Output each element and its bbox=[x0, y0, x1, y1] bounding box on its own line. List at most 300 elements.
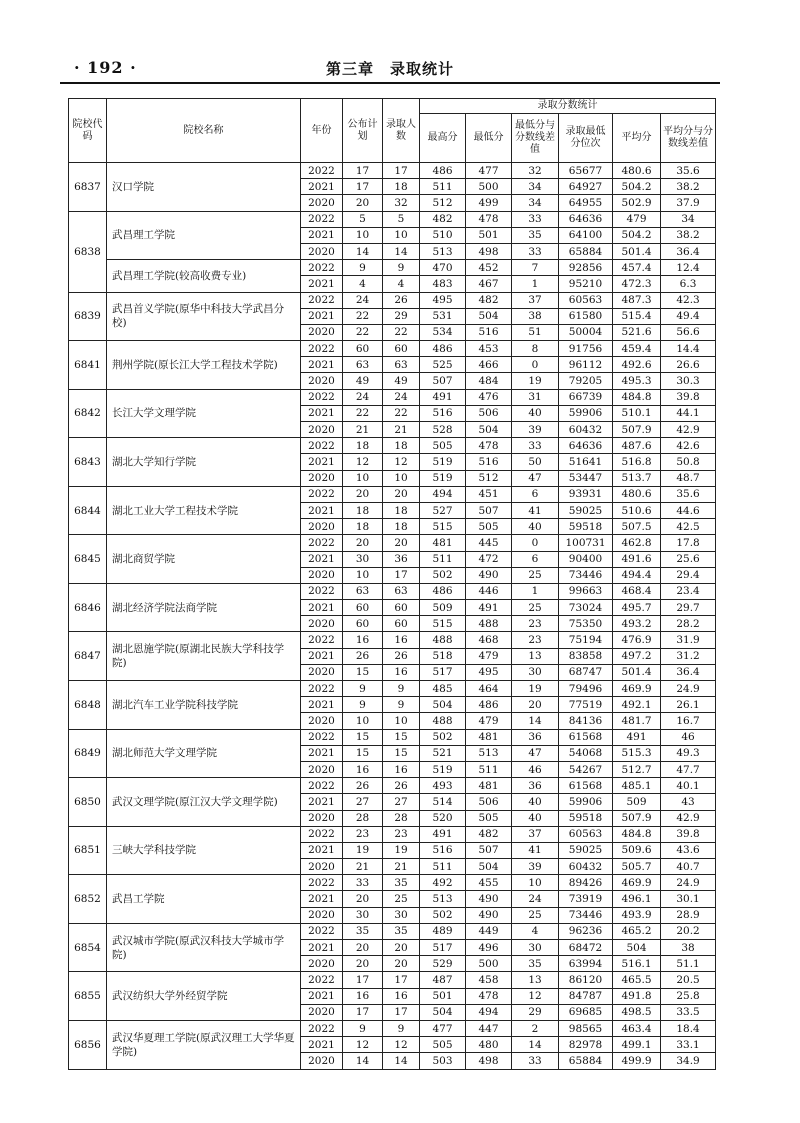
school-name: 湖北商贸学院 bbox=[107, 535, 301, 584]
cell-avg: 491 bbox=[613, 729, 661, 745]
table-row bbox=[69, 438, 716, 454]
cell-admitted: 24 bbox=[383, 389, 420, 405]
cell-avg-diff: 34.9 bbox=[661, 1053, 716, 1069]
cell-year: 2022 bbox=[301, 341, 343, 357]
cell-min-rank: 59906 bbox=[559, 794, 613, 810]
cell-min-diff: 4 bbox=[512, 923, 559, 939]
cell-year: 2022 bbox=[301, 389, 343, 405]
cell-min-rank: 60432 bbox=[559, 859, 613, 875]
cell-year: 2021 bbox=[301, 502, 343, 518]
cell-year: 2020 bbox=[301, 243, 343, 259]
cell-min-rank: 59518 bbox=[559, 519, 613, 535]
cell-min-rank: 96112 bbox=[559, 357, 613, 373]
cell-max: 486 bbox=[420, 341, 466, 357]
cell-min: 466 bbox=[466, 357, 512, 373]
cell-min: 481 bbox=[466, 729, 512, 745]
cell-max: 528 bbox=[420, 422, 466, 438]
school-name: 长江大学文理学院 bbox=[107, 389, 301, 438]
cell-min-diff: 46 bbox=[512, 761, 559, 777]
cell-min-diff: 50 bbox=[512, 454, 559, 470]
cell-year: 2021 bbox=[301, 1037, 343, 1053]
cell-min-rank: 60563 bbox=[559, 292, 613, 308]
cell-avg-diff: 24.9 bbox=[661, 875, 716, 891]
cell-min: 491 bbox=[466, 600, 512, 616]
cell-min-rank: 90400 bbox=[559, 551, 613, 567]
cell-admitted: 22 bbox=[383, 324, 420, 340]
table-row bbox=[69, 260, 716, 276]
cell-avg-diff: 18.4 bbox=[661, 1020, 716, 1036]
cell-min-diff: 25 bbox=[512, 907, 559, 923]
cell-year: 2022 bbox=[301, 438, 343, 454]
cell-plan: 4 bbox=[343, 276, 383, 292]
cell-min: 479 bbox=[466, 713, 512, 729]
cell-min: 498 bbox=[466, 243, 512, 259]
cell-plan: 12 bbox=[343, 454, 383, 470]
page-number: · 192 · bbox=[74, 58, 137, 77]
cell-min-rank: 73446 bbox=[559, 567, 613, 583]
cell-admitted: 18 bbox=[383, 179, 420, 195]
table-row bbox=[69, 875, 716, 891]
school-name: 武昌理工学院(较高收费专业) bbox=[107, 260, 301, 292]
cell-min: 476 bbox=[466, 389, 512, 405]
school-name: 湖北大学知行学院 bbox=[107, 438, 301, 487]
cell-year: 2020 bbox=[301, 761, 343, 777]
school-code: 6839 bbox=[69, 292, 107, 341]
cell-max: 516 bbox=[420, 842, 466, 858]
cell-max: 511 bbox=[420, 551, 466, 567]
cell-avg: 516.8 bbox=[613, 454, 661, 470]
cell-avg-diff: 30.3 bbox=[661, 373, 716, 389]
cell-admitted: 10 bbox=[383, 470, 420, 486]
cell-plan: 16 bbox=[343, 761, 383, 777]
cell-avg: 507.5 bbox=[613, 519, 661, 535]
cell-avg-diff: 49.3 bbox=[661, 745, 716, 761]
table-row bbox=[69, 583, 716, 599]
cell-admitted: 26 bbox=[383, 778, 420, 794]
cell-avg-diff: 24.9 bbox=[661, 681, 716, 697]
cell-plan: 23 bbox=[343, 826, 383, 842]
cell-min-rank: 69685 bbox=[559, 1004, 613, 1020]
cell-min: 488 bbox=[466, 616, 512, 632]
cell-avg: 504.2 bbox=[613, 179, 661, 195]
cell-min: 478 bbox=[466, 438, 512, 454]
cell-plan: 60 bbox=[343, 341, 383, 357]
cell-avg-diff: 28.2 bbox=[661, 616, 716, 632]
cell-min: 467 bbox=[466, 276, 512, 292]
cell-plan: 26 bbox=[343, 648, 383, 664]
admission-table bbox=[68, 98, 716, 1070]
cell-avg: 493.2 bbox=[613, 616, 661, 632]
school-name: 荆州学院(原长江大学工程技术学院) bbox=[107, 341, 301, 390]
cell-min-rank: 73024 bbox=[559, 600, 613, 616]
cell-plan: 17 bbox=[343, 972, 383, 988]
school-code: 6847 bbox=[69, 632, 107, 681]
cell-year: 2020 bbox=[301, 373, 343, 389]
cell-max: 515 bbox=[420, 519, 466, 535]
cell-admitted: 9 bbox=[383, 697, 420, 713]
cell-plan: 27 bbox=[343, 794, 383, 810]
cell-min-rank: 65677 bbox=[559, 163, 613, 179]
cell-min-diff: 23 bbox=[512, 632, 559, 648]
cell-avg-diff: 25.8 bbox=[661, 988, 716, 1004]
cell-min-rank: 53447 bbox=[559, 470, 613, 486]
cell-max: 507 bbox=[420, 373, 466, 389]
col-min-header: 最低分 bbox=[466, 114, 512, 163]
school-name: 湖北经济学院法商学院 bbox=[107, 583, 301, 632]
cell-min-rank: 64636 bbox=[559, 211, 613, 227]
cell-plan: 49 bbox=[343, 373, 383, 389]
cell-avg: 496.1 bbox=[613, 891, 661, 907]
cell-avg: 481.7 bbox=[613, 713, 661, 729]
school-name: 武昌首义学院(原华中科技大学武昌分校) bbox=[107, 292, 301, 341]
cell-max: 502 bbox=[420, 729, 466, 745]
cell-avg-diff: 28.9 bbox=[661, 907, 716, 923]
cell-avg: 499.1 bbox=[613, 1037, 661, 1053]
cell-avg-diff: 42.3 bbox=[661, 292, 716, 308]
cell-min-diff: 0 bbox=[512, 535, 559, 551]
cell-plan: 24 bbox=[343, 292, 383, 308]
cell-max: 518 bbox=[420, 648, 466, 664]
cell-year: 2020 bbox=[301, 859, 343, 875]
cell-year: 2020 bbox=[301, 1004, 343, 1020]
cell-min-diff: 35 bbox=[512, 956, 559, 972]
table-row bbox=[69, 778, 716, 794]
cell-min-rank: 50004 bbox=[559, 324, 613, 340]
cell-max: 482 bbox=[420, 211, 466, 227]
cell-plan: 20 bbox=[343, 940, 383, 956]
cell-avg-diff: 56.6 bbox=[661, 324, 716, 340]
cell-min: 501 bbox=[466, 227, 512, 243]
cell-year: 2021 bbox=[301, 891, 343, 907]
cell-avg: 465.5 bbox=[613, 972, 661, 988]
cell-avg: 504 bbox=[613, 940, 661, 956]
school-code: 6838 bbox=[69, 211, 107, 292]
cell-max: 492 bbox=[420, 875, 466, 891]
cell-avg: 469.9 bbox=[613, 875, 661, 891]
cell-admitted: 18 bbox=[383, 519, 420, 535]
cell-max: 489 bbox=[420, 923, 466, 939]
cell-admitted: 60 bbox=[383, 600, 420, 616]
cell-plan: 35 bbox=[343, 923, 383, 939]
cell-min-rank: 77519 bbox=[559, 697, 613, 713]
cell-plan: 12 bbox=[343, 1037, 383, 1053]
cell-min-diff: 24 bbox=[512, 891, 559, 907]
cell-avg-diff: 40.1 bbox=[661, 778, 716, 794]
cell-max: 516 bbox=[420, 405, 466, 421]
cell-admitted: 9 bbox=[383, 1020, 420, 1036]
cell-min-diff: 10 bbox=[512, 875, 559, 891]
cell-min-diff: 35 bbox=[512, 227, 559, 243]
cell-admitted: 14 bbox=[383, 243, 420, 259]
cell-admitted: 17 bbox=[383, 163, 420, 179]
cell-max: 504 bbox=[420, 1004, 466, 1020]
cell-min: 484 bbox=[466, 373, 512, 389]
cell-admitted: 16 bbox=[383, 988, 420, 1004]
cell-admitted: 5 bbox=[383, 211, 420, 227]
table-row bbox=[69, 486, 716, 502]
cell-min-rank: 73446 bbox=[559, 907, 613, 923]
table-header bbox=[69, 99, 716, 163]
cell-avg: 501.4 bbox=[613, 664, 661, 680]
cell-admitted: 18 bbox=[383, 502, 420, 518]
cell-min-diff: 2 bbox=[512, 1020, 559, 1036]
cell-avg: 480.6 bbox=[613, 163, 661, 179]
cell-min-diff: 34 bbox=[512, 179, 559, 195]
cell-avg: 516.1 bbox=[613, 956, 661, 972]
cell-min-diff: 37 bbox=[512, 292, 559, 308]
cell-avg: 501.4 bbox=[613, 243, 661, 259]
cell-avg-diff: 35.6 bbox=[661, 486, 716, 502]
cell-avg-diff: 20.5 bbox=[661, 972, 716, 988]
cell-max: 504 bbox=[420, 697, 466, 713]
cell-max: 481 bbox=[420, 535, 466, 551]
col-code-header: 院校代码 bbox=[69, 99, 107, 163]
cell-min: 490 bbox=[466, 891, 512, 907]
cell-plan: 16 bbox=[343, 988, 383, 1004]
cell-avg-diff: 38.2 bbox=[661, 179, 716, 195]
cell-min: 512 bbox=[466, 470, 512, 486]
cell-min-diff: 23 bbox=[512, 616, 559, 632]
cell-admitted: 10 bbox=[383, 227, 420, 243]
cell-avg: 509 bbox=[613, 794, 661, 810]
cell-admitted: 36 bbox=[383, 551, 420, 567]
cell-min: 451 bbox=[466, 486, 512, 502]
table-row bbox=[69, 972, 716, 988]
cell-min: 449 bbox=[466, 923, 512, 939]
cell-plan: 21 bbox=[343, 859, 383, 875]
cell-min-rank: 91756 bbox=[559, 341, 613, 357]
cell-min-diff: 51 bbox=[512, 324, 559, 340]
cell-min-rank: 59906 bbox=[559, 405, 613, 421]
cell-min: 500 bbox=[466, 179, 512, 195]
cell-avg-diff: 43.6 bbox=[661, 842, 716, 858]
cell-avg: 468.4 bbox=[613, 583, 661, 599]
cell-max: 529 bbox=[420, 956, 466, 972]
cell-avg: 485.1 bbox=[613, 778, 661, 794]
cell-min-rank: 99663 bbox=[559, 583, 613, 599]
cell-plan: 9 bbox=[343, 681, 383, 697]
cell-plan: 20 bbox=[343, 891, 383, 907]
cell-min-diff: 30 bbox=[512, 664, 559, 680]
cell-min-diff: 1 bbox=[512, 583, 559, 599]
cell-min: 507 bbox=[466, 502, 512, 518]
cell-admitted: 16 bbox=[383, 664, 420, 680]
school-name: 湖北工业大学工程技术学院 bbox=[107, 486, 301, 535]
cell-plan: 9 bbox=[343, 1020, 383, 1036]
cell-year: 2022 bbox=[301, 826, 343, 842]
cell-max: 513 bbox=[420, 243, 466, 259]
school-name: 武昌工学院 bbox=[107, 875, 301, 924]
cell-plan: 22 bbox=[343, 324, 383, 340]
cell-plan: 14 bbox=[343, 243, 383, 259]
cell-avg-diff: 14.4 bbox=[661, 341, 716, 357]
cell-min-rank: 79496 bbox=[559, 681, 613, 697]
cell-min-diff: 33 bbox=[512, 243, 559, 259]
cell-min: 490 bbox=[466, 907, 512, 923]
cell-avg-diff: 26.1 bbox=[661, 697, 716, 713]
cell-year: 2020 bbox=[301, 810, 343, 826]
cell-plan: 20 bbox=[343, 195, 383, 211]
cell-plan: 22 bbox=[343, 405, 383, 421]
cell-min: 452 bbox=[466, 260, 512, 276]
cell-max: 511 bbox=[420, 179, 466, 195]
cell-max: 503 bbox=[420, 1053, 466, 1069]
cell-admitted: 60 bbox=[383, 616, 420, 632]
cell-admitted: 21 bbox=[383, 859, 420, 875]
cell-min: 455 bbox=[466, 875, 512, 891]
cell-avg-diff: 49.4 bbox=[661, 308, 716, 324]
cell-plan: 17 bbox=[343, 1004, 383, 1020]
cell-plan: 30 bbox=[343, 551, 383, 567]
cell-year: 2021 bbox=[301, 794, 343, 810]
table-row bbox=[69, 729, 716, 745]
cell-avg: 499.9 bbox=[613, 1053, 661, 1069]
cell-admitted: 63 bbox=[383, 357, 420, 373]
cell-min-diff: 12 bbox=[512, 988, 559, 1004]
cell-max: 486 bbox=[420, 163, 466, 179]
cell-avg-diff: 31.9 bbox=[661, 632, 716, 648]
cell-min-rank: 61568 bbox=[559, 729, 613, 745]
cell-admitted: 12 bbox=[383, 454, 420, 470]
school-code: 6843 bbox=[69, 438, 107, 487]
cell-max: 510 bbox=[420, 227, 466, 243]
cell-min-diff: 0 bbox=[512, 357, 559, 373]
cell-min-diff: 33 bbox=[512, 438, 559, 454]
page-header bbox=[60, 54, 720, 82]
cell-avg: 491.6 bbox=[613, 551, 661, 567]
cell-avg: 472.3 bbox=[613, 276, 661, 292]
cell-max: 486 bbox=[420, 583, 466, 599]
cell-avg-diff: 47.7 bbox=[661, 761, 716, 777]
cell-plan: 33 bbox=[343, 875, 383, 891]
cell-max: 494 bbox=[420, 486, 466, 502]
cell-avg-diff: 42.6 bbox=[661, 438, 716, 454]
school-code: 6842 bbox=[69, 389, 107, 438]
cell-min-diff: 33 bbox=[512, 211, 559, 227]
col-plan-header: 公布计划 bbox=[343, 99, 383, 163]
cell-min-rank: 65884 bbox=[559, 243, 613, 259]
cell-avg-diff: 29.4 bbox=[661, 567, 716, 583]
school-code: 6841 bbox=[69, 341, 107, 390]
cell-max: 491 bbox=[420, 389, 466, 405]
cell-min: 472 bbox=[466, 551, 512, 567]
table-row bbox=[69, 632, 716, 648]
cell-max: 515 bbox=[420, 616, 466, 632]
cell-year: 2021 bbox=[301, 276, 343, 292]
cell-avg-diff: 44.1 bbox=[661, 405, 716, 421]
cell-admitted: 23 bbox=[383, 826, 420, 842]
cell-year: 2020 bbox=[301, 195, 343, 211]
cell-min-rank: 59518 bbox=[559, 810, 613, 826]
school-code: 6837 bbox=[69, 163, 107, 212]
cell-avg-diff: 23.4 bbox=[661, 583, 716, 599]
cell-min-rank: 68747 bbox=[559, 664, 613, 680]
cell-avg: 459.4 bbox=[613, 341, 661, 357]
cell-year: 2021 bbox=[301, 940, 343, 956]
cell-year: 2021 bbox=[301, 405, 343, 421]
cell-min: 445 bbox=[466, 535, 512, 551]
cell-min-diff: 29 bbox=[512, 1004, 559, 1020]
cell-avg: 509.6 bbox=[613, 842, 661, 858]
cell-min: 478 bbox=[466, 988, 512, 1004]
cell-year: 2022 bbox=[301, 681, 343, 697]
cell-min-diff: 33 bbox=[512, 1053, 559, 1069]
cell-year: 2021 bbox=[301, 179, 343, 195]
col-name-header: 院校名称 bbox=[107, 99, 301, 163]
cell-min: 458 bbox=[466, 972, 512, 988]
cell-plan: 18 bbox=[343, 502, 383, 518]
cell-avg: 469.9 bbox=[613, 681, 661, 697]
table-row bbox=[69, 292, 716, 308]
cell-year: 2020 bbox=[301, 519, 343, 535]
cell-admitted: 35 bbox=[383, 923, 420, 939]
cell-max: 517 bbox=[420, 940, 466, 956]
cell-plan: 20 bbox=[343, 535, 383, 551]
cell-min-diff: 39 bbox=[512, 422, 559, 438]
cell-min: 513 bbox=[466, 745, 512, 761]
cell-min-rank: 68472 bbox=[559, 940, 613, 956]
cell-max: 521 bbox=[420, 745, 466, 761]
cell-admitted: 10 bbox=[383, 713, 420, 729]
school-code: 6846 bbox=[69, 583, 107, 632]
cell-admitted: 49 bbox=[383, 373, 420, 389]
cell-min-diff: 47 bbox=[512, 470, 559, 486]
cell-admitted: 30 bbox=[383, 907, 420, 923]
cell-max: 470 bbox=[420, 260, 466, 276]
cell-min-rank: 100731 bbox=[559, 535, 613, 551]
cell-avg: 515.4 bbox=[613, 308, 661, 324]
col-year-header: 年份 bbox=[301, 99, 343, 163]
cell-min-rank: 61580 bbox=[559, 308, 613, 324]
cell-plan: 9 bbox=[343, 697, 383, 713]
cell-min: 480 bbox=[466, 1037, 512, 1053]
cell-year: 2020 bbox=[301, 1053, 343, 1069]
cell-min: 504 bbox=[466, 859, 512, 875]
cell-min-rank: 75194 bbox=[559, 632, 613, 648]
cell-max: 527 bbox=[420, 502, 466, 518]
cell-year: 2022 bbox=[301, 292, 343, 308]
cell-avg-diff: 46 bbox=[661, 729, 716, 745]
cell-max: 495 bbox=[420, 292, 466, 308]
cell-avg-diff: 25.6 bbox=[661, 551, 716, 567]
cell-year: 2020 bbox=[301, 616, 343, 632]
cell-min-diff: 40 bbox=[512, 794, 559, 810]
cell-min-diff: 6 bbox=[512, 551, 559, 567]
cell-min-diff: 1 bbox=[512, 276, 559, 292]
table-row bbox=[69, 681, 716, 697]
cell-avg-diff: 20.2 bbox=[661, 923, 716, 939]
cell-min: 496 bbox=[466, 940, 512, 956]
cell-min-diff: 7 bbox=[512, 260, 559, 276]
cell-year: 2021 bbox=[301, 988, 343, 1004]
cell-max: 512 bbox=[420, 195, 466, 211]
cell-admitted: 4 bbox=[383, 276, 420, 292]
cell-plan: 63 bbox=[343, 357, 383, 373]
cell-min-diff: 25 bbox=[512, 567, 559, 583]
cell-avg: 507.9 bbox=[613, 422, 661, 438]
cell-avg-diff: 35.6 bbox=[661, 163, 716, 179]
cell-year: 2021 bbox=[301, 357, 343, 373]
cell-min-rank: 93931 bbox=[559, 486, 613, 502]
cell-plan: 20 bbox=[343, 486, 383, 502]
cell-admitted: 9 bbox=[383, 681, 420, 697]
cell-min-rank: 82978 bbox=[559, 1037, 613, 1053]
col-min-rank-header: 录取最低分位次 bbox=[559, 114, 613, 163]
cell-avg-diff: 37.9 bbox=[661, 195, 716, 211]
cell-min-diff: 13 bbox=[512, 972, 559, 988]
cell-avg: 513.7 bbox=[613, 470, 661, 486]
table-row bbox=[69, 923, 716, 939]
